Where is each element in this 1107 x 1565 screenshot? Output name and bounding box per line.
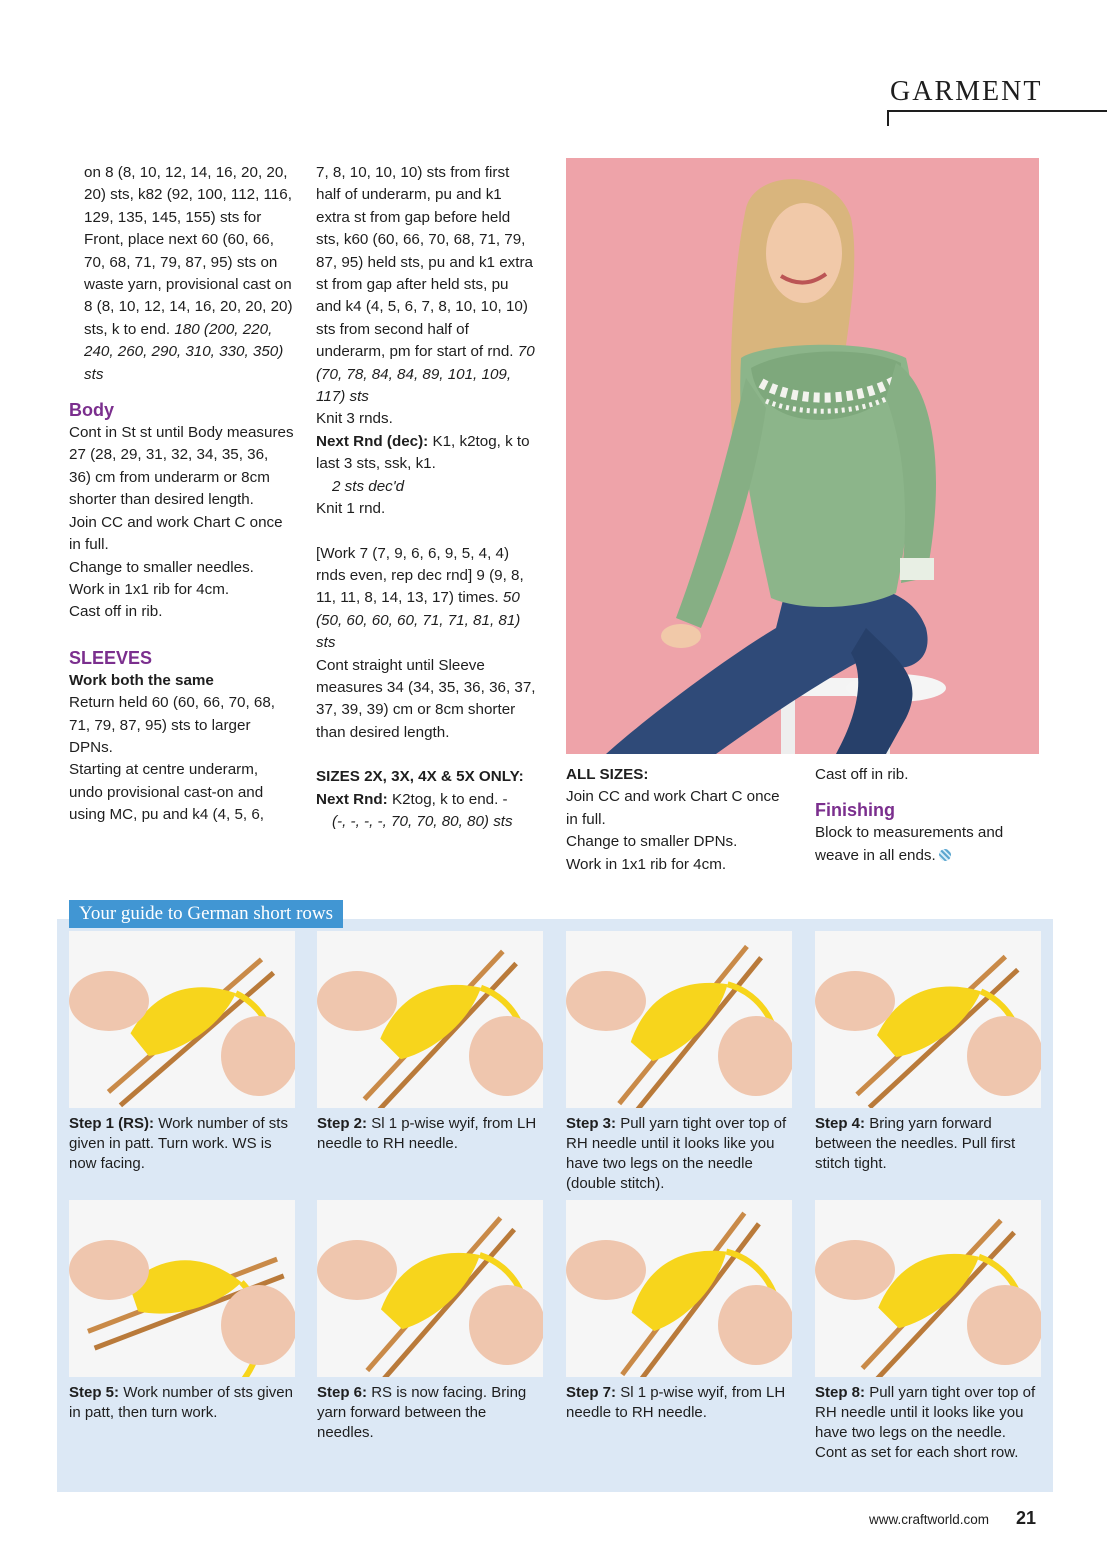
step-caption <box>566 1114 792 1194</box>
page-number: 21 <box>1016 1508 1037 1528</box>
step-photo <box>566 931 792 1108</box>
body-instruction: Change to smaller needles. <box>69 558 254 576</box>
stitch-count: 2 sts dec'd <box>332 477 405 495</box>
sizes-heading: SIZES 2X, 3X, 4X & 5X ONLY: <box>316 768 524 786</box>
column-4 <box>815 764 1045 867</box>
step-label: Step 3: <box>566 1115 617 1132</box>
repeat-paragraph: [Work 7 (7, 9, 6, 6, 9, 5, 4, 4) rnds even, rep dec rnd] 9 (9, 8, 11, 11, 8, 14, 13, 17) times. 50 (50, 60, 60, 60, 71, 71, 81, 81) sts <box>316 544 524 652</box>
step-label: Step 7: <box>566 1384 617 1401</box>
sleeves-instruction: Return held 60 (60, 66, 70, 68, 71, 79, 87, 95) sts to larger DPNs. <box>69 694 276 756</box>
step-label: Step 6: <box>317 1384 368 1401</box>
step-card <box>317 1200 543 1443</box>
step-label: Step 8: <box>815 1384 866 1401</box>
step-photo <box>69 931 295 1108</box>
step-text: Work number of sts given in patt. Turn work. WS is now facing. <box>69 1115 288 1172</box>
step-caption <box>69 1114 295 1174</box>
sleeves-instruction: Starting at centre underarm, undo provisional cast-on and using MC, pu and k4 (4, 5, 6, <box>69 761 265 824</box>
sleeve-instruction: Knit 1 rnd. <box>316 500 386 518</box>
step-label: Step 5: <box>69 1384 120 1401</box>
step-caption <box>69 1383 295 1423</box>
sleeve-instruction: Knit 3 rnds. <box>316 410 393 428</box>
instruction: Change to smaller DPNs. <box>566 833 738 851</box>
step-photo <box>317 931 543 1108</box>
step-caption <box>317 1114 543 1154</box>
step-card <box>566 1200 792 1423</box>
step-card <box>566 931 792 1194</box>
footer-url: www.craftworld.com <box>869 1512 990 1527</box>
body-instruction: Cont in St st until Body measures 27 (28, 29, 31, 32, 34, 35, 36, 36) cm from underarm or 8cm shorter than desired length. <box>69 424 294 509</box>
sleeves-heading: SLEEVES <box>69 647 153 668</box>
instruction: Cast off in rib. <box>815 766 909 783</box>
step-card <box>69 1200 295 1423</box>
intro-paragraph: on 8 (8, 10, 12, 14, 16, 20, 20, 20) sts, k82 (92, 100, 112, 116, 129, 135, 145, 155) sts for Front, place next 60 (60, 66, 70, 68, 71, 79, 87, 95) sts on waste yarn, provisional cast on 8 (8, 10, 12, 14, 16, 20, 20, 20) sts, k to end. 180 (200, 220, 240, 260, 290, 310, 330, 350) sts <box>84 164 293 383</box>
instruction: Join CC and work Chart C once in full. <box>566 788 780 828</box>
column-1 <box>69 162 294 827</box>
stitch-count: 50 (50, 60, 60, 60, 71, 71, 81, 81) sts <box>316 589 521 652</box>
model-photo <box>566 158 1039 754</box>
step-label: Step 1 (RS): <box>69 1115 155 1132</box>
step-label: Step 2: <box>317 1115 368 1132</box>
step-photo <box>317 1200 543 1377</box>
column-2 <box>316 162 536 833</box>
body-instruction: Work in 1x1 rib for 4cm. <box>69 580 230 598</box>
step-text: Pull yarn tight over top of RH needle until it looks like you have two legs on the needle (double stitch). <box>566 1115 787 1192</box>
step-text: Sl 1 p-wise wyif, from LH needle to RH needle. <box>566 1384 786 1421</box>
step-text: Pull yarn tight over top of RH needle until it looks like you have two legs on the needle. Cont as set for each short row. <box>815 1384 1036 1461</box>
all-sizes-heading: ALL SIZES: <box>566 766 649 783</box>
stitch-count: (-, -, -, -, 70, 70, 80, 80) sts <box>332 812 513 830</box>
header-rule <box>887 110 1107 112</box>
dec-round-label: Next Rnd (dec): <box>316 432 429 450</box>
body-instruction: Join CC and work Chart C once in full. <box>69 513 283 554</box>
step-caption <box>566 1383 792 1423</box>
step-text: Work number of sts given in patt, then turn work. <box>69 1384 293 1421</box>
body-instruction: Cast off in rib. <box>69 603 163 621</box>
stitch-count: 70 (70, 78, 84, 84, 89, 101, 109, 117) sts <box>316 343 535 406</box>
guide-title: Your guide to German short rows <box>69 900 343 928</box>
sleeve-pickup-paragraph: 7, 8, 10, 10, 10) sts from first half of underarm, pu and k1 extra st from gap before held sts, k60 (60, 66, 70, 68, 71, 79, 87, 95) held sts, pu and k1 extra st from gap after held sts, pu and k4 (4, 5, 6, 7, 8, 10, 10, 10) sts from second half of underarm, pm for start of rnd. 70 (70, 78, 84, 84, 89, 101, 109, 117) sts <box>316 164 535 406</box>
finishing-text: Block to measurements and weave in all ends. <box>815 824 1004 864</box>
sleeves-subheading: Work both the same <box>69 671 214 689</box>
step-text: Sl 1 p-wise wyif, from LH needle to RH needle. <box>317 1115 537 1152</box>
header-rule-tick <box>887 110 889 126</box>
section-label: GARMENT <box>890 76 1043 107</box>
step-caption <box>815 1114 1041 1174</box>
body-heading: Body <box>69 400 114 421</box>
step-card <box>317 931 543 1154</box>
yarn-ball-icon <box>939 849 951 861</box>
finishing-heading: Finishing <box>815 800 895 821</box>
step-card <box>815 931 1041 1174</box>
dec-round: Next Rnd (dec): K1, k2tog, k to last 3 sts, ssk, k1. <box>316 432 530 473</box>
step-photo <box>566 1200 792 1377</box>
stitch-count: 180 (200, 220, 240, 260, 290, 310, 330, 350) sts <box>84 320 284 383</box>
step-card <box>815 1200 1041 1463</box>
next-round: Next Rnd: K2tog, k to end. - <box>316 790 508 808</box>
instruction: Work in 1x1 rib for 4cm. <box>566 855 727 873</box>
step-text: RS is now facing. Bring yarn forward between the needles. <box>317 1384 527 1441</box>
step-photo <box>815 1200 1041 1377</box>
step-card <box>69 931 295 1174</box>
step-label: Step 4: <box>815 1115 866 1132</box>
step-photo <box>815 931 1041 1108</box>
next-round-label: Next Rnd: <box>316 790 388 808</box>
step-photo <box>69 1200 295 1377</box>
sleeve-instruction: Cont straight until Sleeve measures 34 (34, 35, 36, 36, 37, 37, 39, 39) cm or 8cm shorter than desired length. <box>316 656 536 741</box>
column-3 <box>566 764 786 876</box>
step-caption <box>815 1383 1041 1463</box>
model-illustration <box>566 158 1039 754</box>
step-text: Bring yarn forward between the needles. Pull first stitch tight. <box>815 1115 1016 1172</box>
step-caption <box>317 1383 543 1443</box>
